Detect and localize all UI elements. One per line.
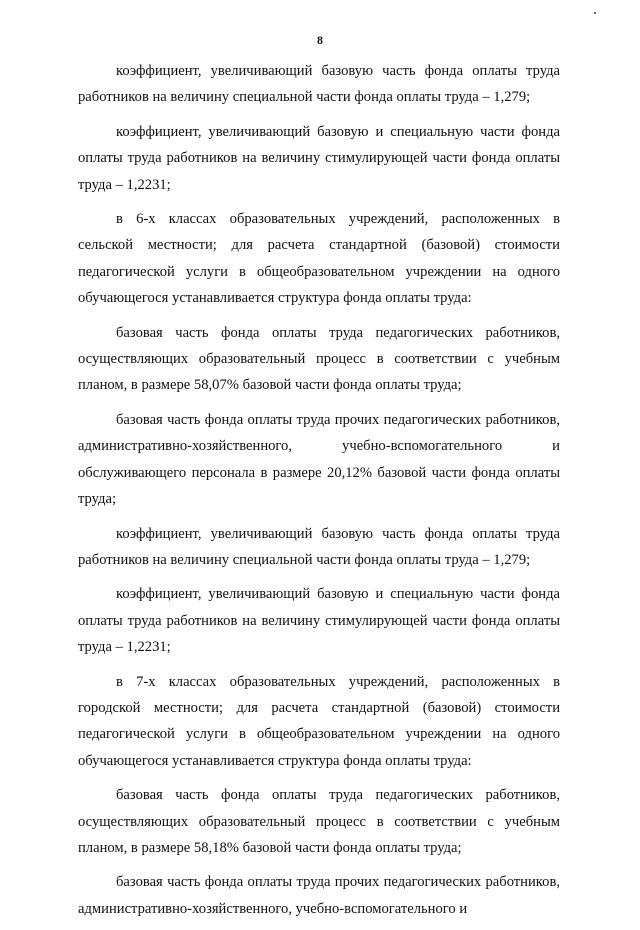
paragraph-grade7-teaching-base: базовая часть фонда оплаты труда педагогических работников, осуществляющих образовательный процесс в соответствии с учебным планом, в размере 58,18% базовой части фонда оплаты труда; <box>78 787 560 856</box>
paragraph-grade6-teaching-base: базовая часть фонда оплаты труда педагогических работников, осуществляющих образовательный процесс в соответствии с учебным планом, в размере 58,07% базовой части фонда оплаты труда; <box>78 324 560 394</box>
paragraph-stimulating-coefficient: коэффициент, увеличивающий базовую и специальную части фонда оплаты труда работников на величину стимулирующей части фонда оплаты труда – 1,2231; <box>78 123 560 193</box>
paragraph-special-coefficient: коэффициент, увеличивающий базовую часть фонда оплаты труда работников на величину специальной части фонда оплаты труда – 1,279; <box>78 63 560 106</box>
paragraph-special-coefficient: коэффициент, увеличивающий базовую часть фонда оплаты труда работников на величину специальной части фонда оплаты труда – 1,279; <box>78 525 560 568</box>
page-number: 8 <box>317 33 323 47</box>
document-body <box>78 58 560 930</box>
paragraph-stimulating-coefficient: коэффициент, увеличивающий базовую и специальную части фонда оплаты труда работников на величину стимулирующей части фонда оплаты труда – 1,2231; <box>78 586 560 656</box>
paragraph-grade7-other-staff-base: базовая часть фонда оплаты труда прочих педагогических работников, административно-хозяйственного, учебно-вспомогательного и <box>78 874 560 917</box>
scan-speck <box>594 12 596 14</box>
paragraph-grade7-urban-intro: в 7-х классах образовательных учреждений, расположенных в городской местности; для расчета стандартной (базовой) стоимости педагогической услуги в общеобразовательном учреждении на одного обучающегося устанавливается структура фонда оплаты труда: <box>78 673 560 769</box>
paragraph-grade6-rural-intro: в 6-х классах образовательных учреждений, расположенных в сельской местности; для расчета стандартной (базовой) стоимости педагогической услуги в общеобразовательном учреждении на одного обучающегося устанавливается структура фонда оплаты труда: <box>78 211 560 307</box>
paragraph-grade6-other-staff-base: базовая часть фонда оплаты труда прочих педагогических работников, административно-хозяйственного, учебно-вспомогательного и обслуживающего персонала в размере 20,12% базовой части фонда оплаты труда; <box>78 411 560 508</box>
